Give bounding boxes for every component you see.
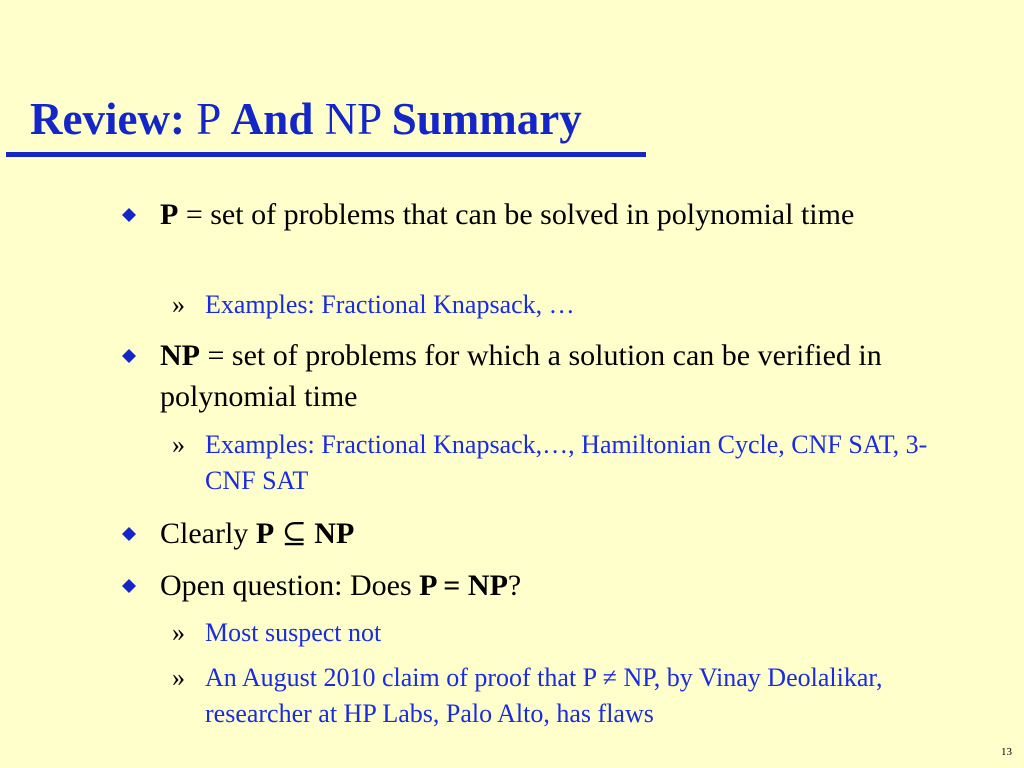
bullet-text: = set of problems that can be solved in polynomial time <box>178 198 855 231</box>
sub-bullet-marker: » <box>172 663 185 692</box>
sub-bullet-most-suspect <box>172 615 972 651</box>
title-part-np: NP <box>324 94 381 144</box>
bullet-open-question <box>122 565 982 606</box>
bullet-term: P <box>160 198 179 231</box>
subset-symbol: ⊆ <box>281 517 307 550</box>
diamond-bullet-icon <box>122 208 136 222</box>
bullet-text: = set of problems for which a solution can be verified in polynomial time <box>160 339 882 413</box>
title-part-summary: Summary <box>391 94 582 144</box>
bullet-term-np: NP <box>314 517 355 550</box>
diamond-bullet-icon <box>122 349 136 363</box>
bullet-term-p: P <box>255 517 275 550</box>
sub-bullet-text: An August 2010 claim of proof that P ≠ NP, by Vinay Deolalikar, researcher at HP Labs, Palo Alto, has flaws <box>205 663 883 728</box>
page-number: 13 <box>1001 746 1012 758</box>
title-part-review: Review: <box>30 94 185 144</box>
sub-bullet-marker: » <box>172 290 185 319</box>
bullet-clearly-subset <box>122 513 982 554</box>
title-part-p: P <box>196 94 220 144</box>
bullet-text: Open question: Does <box>160 569 420 602</box>
bullet-text: Clearly <box>160 517 256 550</box>
slide-title <box>30 92 582 146</box>
sub-bullet-text: Examples: Fractional Knapsack,…, Hamiltonian Cycle, CNF SAT, 3-CNF SAT <box>205 430 928 495</box>
sub-bullet-text: Examples: Fractional Knapsack, … <box>205 290 575 319</box>
title-underline <box>6 152 646 157</box>
bullet-np-definition <box>122 335 982 417</box>
diamond-bullet-icon <box>122 579 136 593</box>
bullet-p-definition <box>122 194 982 235</box>
sub-bullet-marker: » <box>172 618 185 647</box>
bullet-term: NP <box>160 339 200 372</box>
diamond-bullet-icon <box>122 527 136 541</box>
sub-bullet-text: Most suspect not <box>205 618 382 647</box>
bullet-term: P = NP <box>419 569 508 602</box>
title-part-and: And <box>230 94 314 144</box>
sub-bullet-np-examples <box>172 427 972 499</box>
bullet-text-end: ? <box>507 569 522 602</box>
sub-bullet-p-examples <box>172 287 972 323</box>
sub-bullet-deolalikar-claim <box>172 660 972 732</box>
sub-bullet-marker: » <box>172 430 185 459</box>
